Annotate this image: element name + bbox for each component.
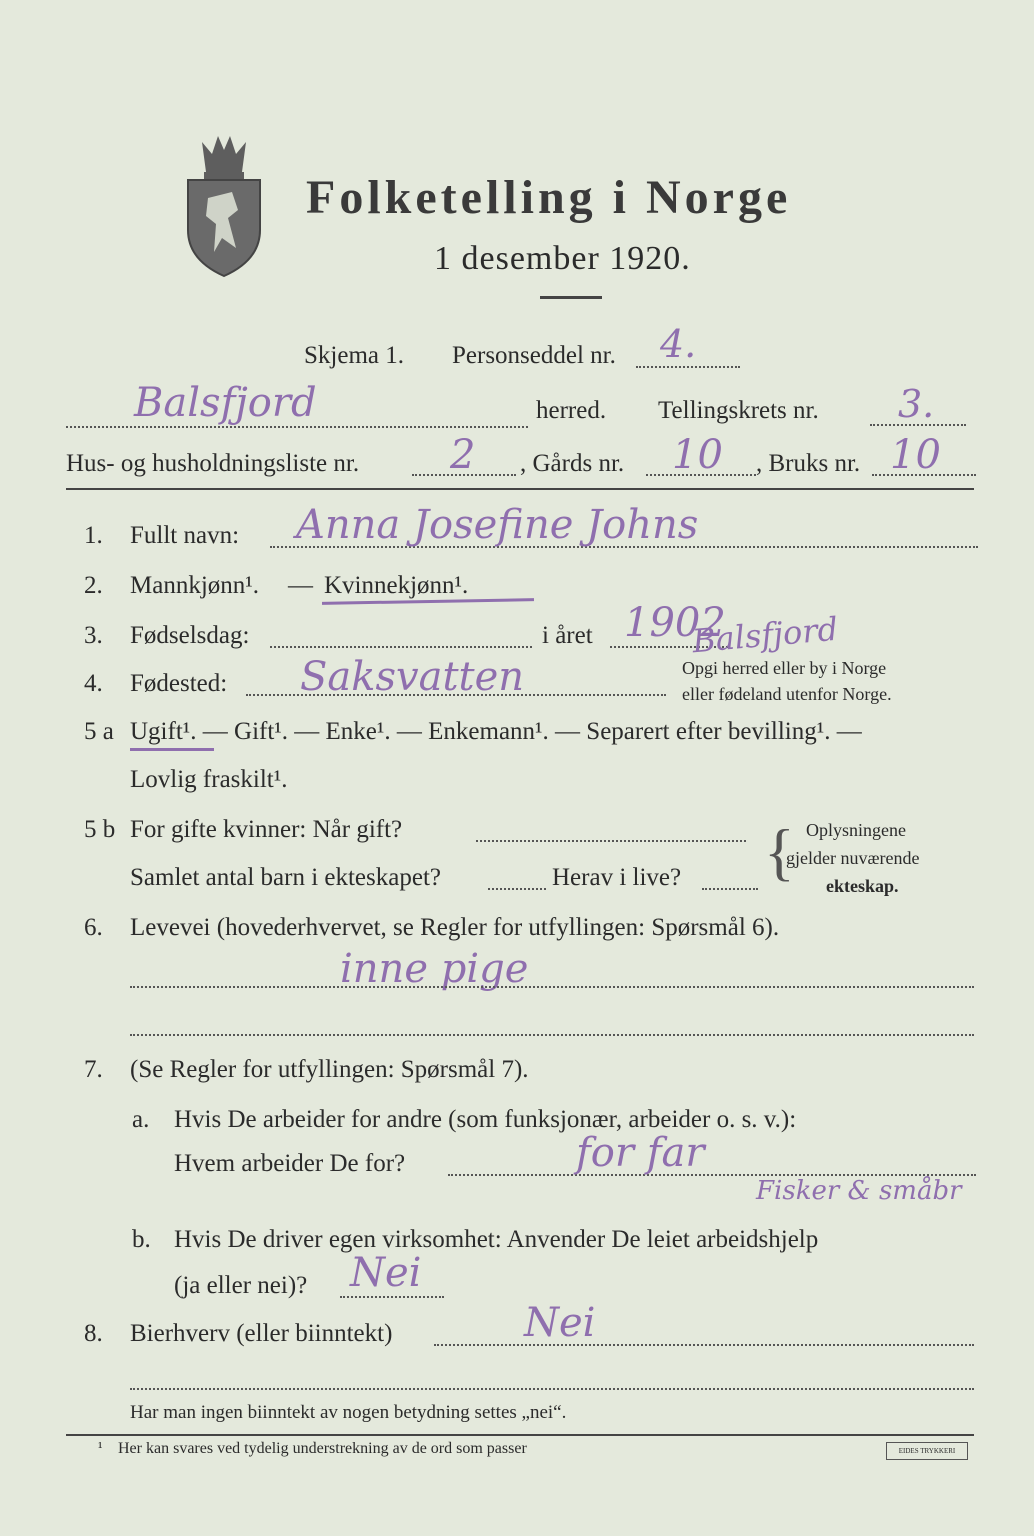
q4-value-2: Balsfjord <box>690 609 840 661</box>
hus-value: 2 <box>450 432 476 478</box>
nei-note: Har man ingen biinntekt av nogen betydning settes „nei“. <box>130 1402 567 1423</box>
q1-number: 1. <box>84 522 103 549</box>
q3-line <box>270 646 532 648</box>
q5b-note-2: gjelder nuværende <box>786 848 920 868</box>
personseddel-line <box>636 366 740 368</box>
bruks-value: 10 <box>890 432 941 478</box>
herred-label: herred. <box>536 397 607 424</box>
q4-note-2: eller fødeland utenfor Norge. <box>682 684 892 704</box>
q4-value: Saksvatten <box>300 654 525 700</box>
q5b-line-2a: Samlet antal barn i ekteskapet? <box>130 864 441 891</box>
title-divider <box>540 296 602 299</box>
q7a-letter: a. <box>132 1106 150 1133</box>
q7-text: (Se Regler for utfyllingen: Spørsmål 7). <box>130 1056 529 1083</box>
herred-value: Balsfjord <box>134 380 317 426</box>
q5b-line-1: For gifte kvinner: Når gift? <box>130 816 403 843</box>
q2-kvinnekjonn: Kvinnekjønn¹. <box>324 572 469 599</box>
q5b-gift-line <box>476 840 746 842</box>
q2-mannkjonn: Mannkjønn¹. <box>130 572 260 599</box>
q8-value: Nei <box>524 1300 596 1346</box>
q7b-line <box>340 1296 444 1298</box>
q5b-barn-line <box>488 888 546 890</box>
q8-text: Bierhverv (eller biinntekt) <box>130 1320 393 1347</box>
q5a-number: 5 a <box>84 718 114 745</box>
q8-number: 8. <box>84 1320 103 1347</box>
q3-year-label: i året <box>542 622 593 649</box>
personseddel-label: Personseddel nr. <box>452 342 616 369</box>
q1-label: Fullt navn: <box>130 522 240 549</box>
herred-line <box>66 426 528 428</box>
q7b-value: Nei <box>350 1250 422 1296</box>
q5b-note-1: Oplysningene <box>806 820 906 840</box>
q5b-live-line <box>702 888 758 890</box>
footnote-mark: ¹ <box>98 1440 103 1456</box>
q7a-value-2: Fisker & småbr <box>756 1176 962 1206</box>
personseddel-value: 4. <box>660 322 697 366</box>
q5a-line-2: Lovlig fraskilt¹. <box>130 766 288 793</box>
skjema-label: Skjema 1. <box>304 342 404 369</box>
q4-label: Fødested: <box>130 670 228 697</box>
q8-line-1 <box>434 1344 974 1346</box>
q7a-value: for far <box>576 1130 705 1176</box>
footnote-text: Her kan svares ved tydelig understrekning av de ord som passer <box>118 1440 527 1457</box>
q2-dash: — <box>288 572 313 599</box>
q6-line-1 <box>130 986 974 988</box>
q6-number: 6. <box>84 914 103 941</box>
bruks-label: , Bruks nr. <box>756 450 861 477</box>
q3-number: 3. <box>84 622 103 649</box>
tellingskrets-value: 3. <box>898 382 935 426</box>
census-date: 1 desember 1920. <box>434 240 691 277</box>
tellingskrets-label: Tellingskrets nr. <box>658 397 819 424</box>
q3-year-value: 1902 <box>624 600 726 646</box>
q8-line-2 <box>130 1388 974 1390</box>
q6-value: inne pige <box>340 946 529 992</box>
q6-text: Levevei (hovederhvervet, se Regler for utfyllingen: Spørsmål 6). <box>130 914 780 941</box>
q5a-underline <box>130 748 214 751</box>
gards-value: 10 <box>672 432 723 478</box>
q4-note-1: Opgi herred eller by i Norge <box>682 658 887 678</box>
q7b-letter: b. <box>132 1226 151 1253</box>
gards-label: , Gårds nr. <box>520 450 625 477</box>
q7a-line-2: Hvem arbeider De for? <box>174 1150 406 1177</box>
q7b-line-2: (ja eller nei)? <box>174 1272 308 1299</box>
q6-line-2 <box>130 1034 974 1036</box>
q1-value: Anna Josefine Johns <box>296 502 699 548</box>
q7a-line-1: Hvis De arbeider for andre (som funksjonær, arbeider o. s. v.): <box>174 1106 797 1133</box>
header-divider <box>66 488 974 490</box>
q3-label: Fødselsdag: <box>130 622 250 649</box>
hus-label: Hus- og husholdningsliste nr. <box>66 450 360 477</box>
q5b-number: 5 b <box>84 816 116 843</box>
printer-stamp: EIDES TRYKKERI <box>886 1442 968 1460</box>
q5b-brace: { <box>764 816 795 887</box>
q5b-note-3: ekteskap. <box>826 876 899 896</box>
q7-number: 7. <box>84 1056 103 1083</box>
q7b-line-1: Hvis De driver egen virksomhet: Anvender De leiet arbeidshjelp <box>174 1226 819 1253</box>
q4-number: 4. <box>84 670 103 697</box>
q5a-line-1: Ugift¹. — Gift¹. — Enke¹. — Enkemann¹. — Separert efter bevilling¹. — <box>130 718 862 745</box>
coat-of-arms-icon <box>176 120 272 280</box>
q5b-line-2b: Herav i live? <box>552 864 682 891</box>
form-title: Folketelling i Norge <box>306 171 792 224</box>
q2-number: 2. <box>84 572 103 599</box>
footnote-divider <box>66 1434 974 1436</box>
